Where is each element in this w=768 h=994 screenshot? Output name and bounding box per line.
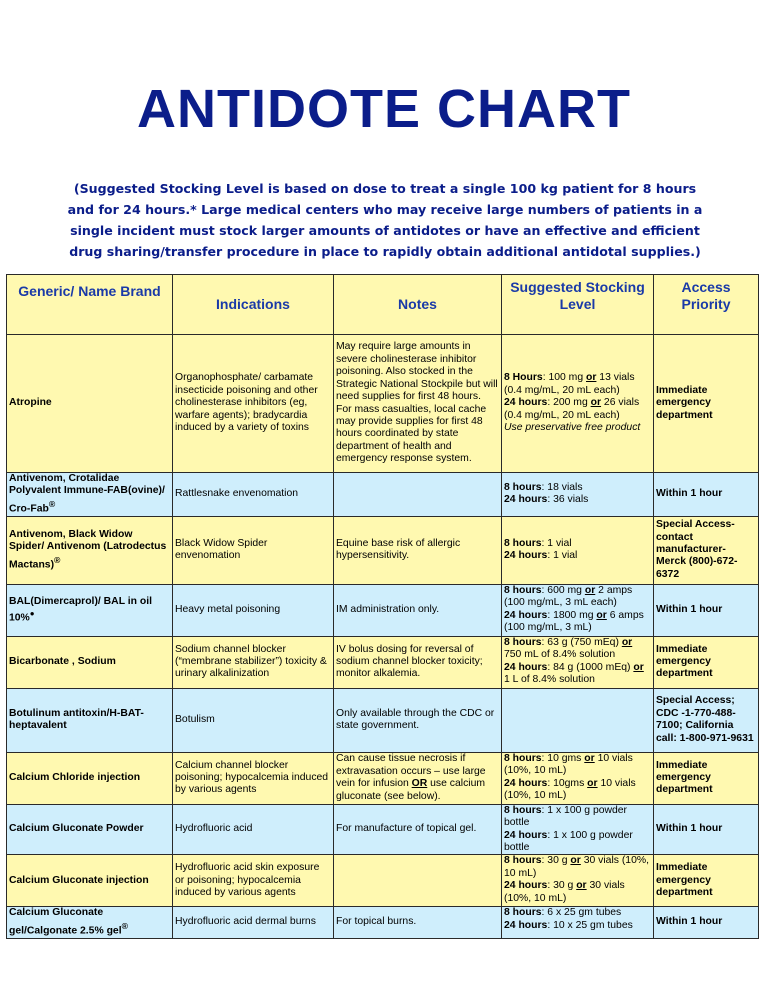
chart-title: ANTIDOTE CHART xyxy=(137,79,631,139)
table-row xyxy=(7,473,759,517)
stock-8h-text: : 1 x 100 g powder bottle xyxy=(504,804,628,829)
stocking-cell xyxy=(502,584,654,636)
indications-cell xyxy=(173,804,334,855)
notes-or: OR xyxy=(411,778,428,790)
generic-name: Botulinum antitoxin/H-BAT-heptavalent xyxy=(9,707,144,732)
stock-8h-or: or xyxy=(584,584,596,596)
table-row xyxy=(7,584,759,636)
stock-8h-label: 8 hours xyxy=(504,855,542,867)
stocking-cell xyxy=(502,335,654,473)
stock-8h-text: : 6 x 25 gm tubes xyxy=(541,907,622,919)
stock-24h-label: 24 hours xyxy=(504,494,548,506)
access-text: Immediate emergency department xyxy=(656,384,713,421)
stock-24h-text: : 30 g xyxy=(547,880,577,892)
indications-text: Sodium channel blocker (“membrane stabilizer”) toxicity & urinary alkalinization xyxy=(175,643,327,680)
notes-text: Can cause tissue necrosis if extravasation occurs – use large vein for infusion xyxy=(336,753,486,790)
stocking-cell xyxy=(502,804,654,855)
header-access: Access Priority xyxy=(654,275,759,335)
stock-8h-label: 8 hours xyxy=(504,752,542,764)
notes-text: May require large amounts in severe cholinesterase inhibitor poisoning. Also stocked in the Strategic National Stockpile but will need supplies for first 48 hours. For mass casualties, local cache may provide supplies for first 48 hours coordinated by state department of health and emergency response system. xyxy=(336,341,498,465)
access-cell xyxy=(654,473,759,517)
generic-name: Antivenom, Crotalidae Polyvalent Immune-FAB(ovine)/ Cro-Fab xyxy=(9,473,165,515)
stock-8h-label: 8 hours xyxy=(504,636,542,648)
stocking-cell xyxy=(502,752,654,804)
notes-text: For topical burns. xyxy=(336,916,417,928)
generic-cell xyxy=(7,804,173,855)
notes-cell xyxy=(334,636,502,688)
generic-name: Calcium Gluconate gel/Calgonate 2.5% gel xyxy=(9,907,122,937)
notes-cell xyxy=(334,752,502,804)
indications-text: Calcium channel blocker poisoning; hypocalcemia induced by various agents xyxy=(175,759,329,796)
generic-name: Atropine xyxy=(9,397,52,409)
header-row xyxy=(7,275,759,335)
stock-8h-text: : 600 mg xyxy=(541,584,585,596)
stocking-cell xyxy=(502,688,654,752)
access-text: Immediate emergency department xyxy=(656,759,713,796)
access-cell xyxy=(654,335,759,473)
stock-24h-label: 24 hours xyxy=(504,829,548,841)
indications-cell xyxy=(173,688,334,752)
stock-8h-text-b: 10 vials (10%, 10 mL) xyxy=(504,752,633,777)
stocking-cell xyxy=(502,473,654,517)
stock-24h-text: : 1 x 100 g powder bottle xyxy=(504,829,633,853)
generic-name: Calcium Chloride injection xyxy=(9,771,141,783)
notes-text: Equine base risk of allergic hypersensitivity. xyxy=(336,537,461,562)
indications-cell xyxy=(173,335,334,473)
stock-8h-text: : 100 mg xyxy=(542,372,587,384)
indications-text: Hydrofluoric acid xyxy=(175,823,253,835)
table-row xyxy=(7,855,759,907)
access-cell xyxy=(654,752,759,804)
generic-cell xyxy=(7,855,173,907)
access-cell xyxy=(654,636,759,688)
notes-cell xyxy=(334,335,502,473)
stock-8h-text: : 30 g xyxy=(541,855,571,867)
table-row xyxy=(7,907,759,938)
access-cell xyxy=(654,584,759,636)
registered-mark: ® xyxy=(54,554,61,565)
stock-8h-text-b: 750 mL of 8.4% solution xyxy=(504,649,616,661)
access-cell xyxy=(654,688,759,752)
stocking-cell xyxy=(502,855,654,907)
access-text: Special Access; CDC -1-770-488-7100; California call: 1-800-971-9631 xyxy=(656,695,754,744)
indications-cell xyxy=(173,473,334,517)
access-text: Immediate emergency department xyxy=(656,643,713,680)
indications-text: Hydrofluoric acid skin exposure or poisoning; hypocalcemia induced by various agents xyxy=(175,862,320,899)
stock-24h-text-b: 1 L of 8.4% solution xyxy=(504,673,595,685)
indications-cell xyxy=(173,516,334,584)
notes-cell xyxy=(334,688,502,752)
header-notes: Notes xyxy=(334,275,502,335)
stock-8h-text: : 63 g (750 mEq) xyxy=(541,636,622,648)
stock-24h-label: 24 hours xyxy=(504,777,548,789)
generic-cell xyxy=(7,584,173,636)
generic-cell xyxy=(7,752,173,804)
header-indications: Indications xyxy=(173,275,334,335)
access-text: Within 1 hour xyxy=(656,823,723,835)
indications-cell xyxy=(173,752,334,804)
stock-24h-or: or xyxy=(633,661,644,673)
stock-24h-text: : 1800 mg xyxy=(547,609,597,621)
stock-8h-label: 8 hours xyxy=(504,907,542,919)
registered-mark: ® xyxy=(48,498,56,509)
access-text: Within 1 hour xyxy=(656,603,723,615)
table-row xyxy=(7,335,759,473)
indications-text: Heavy metal poisoning xyxy=(175,603,281,615)
indications-text: Rattlesnake envenomation xyxy=(175,488,299,500)
stock-24h-text-b: 10 vials (10%, 10 mL) xyxy=(504,777,636,801)
indications-cell xyxy=(173,636,334,688)
stock-24h-label: 24 hours xyxy=(504,609,548,621)
indications-cell xyxy=(173,584,334,636)
stock-24h-label: 24 hours xyxy=(504,397,548,409)
stock-24h-or: or xyxy=(576,880,587,892)
stock-24h-label: 24 hours xyxy=(504,661,548,673)
generic-cell xyxy=(7,688,173,752)
stock-8h-or: or xyxy=(570,855,581,867)
notes-cell xyxy=(334,804,502,855)
stock-24h-text: : 36 vials xyxy=(547,494,589,506)
stock-8h-label: 8 hours xyxy=(504,584,542,596)
notes-text-b: use calcium gluconate (see below). xyxy=(336,778,486,802)
table-row xyxy=(7,636,759,688)
notes-cell xyxy=(334,907,502,938)
stock-8h-label: 8 hours xyxy=(504,481,542,493)
stock-24h-text: : 1 vial xyxy=(547,550,578,562)
stock-8h-text-b: 2 amps (100 mg/mL, 3 mL each) xyxy=(504,584,633,609)
stock-8h-or: or xyxy=(621,636,633,648)
registered-mark: ® xyxy=(121,920,128,931)
bullet-mark: ● xyxy=(29,608,35,618)
stock-24h-or: or xyxy=(587,777,598,789)
notes-text: Only available through the CDC or state government. xyxy=(336,707,495,732)
stock-8h-label: 8 hours xyxy=(504,804,542,816)
access-cell xyxy=(654,516,759,584)
antidote-table xyxy=(6,274,759,939)
stocking-note: (Suggested Stocking Level is based on dose to treat a single 100 kg patient for 8 hours and for 24 hours.* Large medical centers who may receive large numbers of patients in a single incident must stock larger amounts of antidotes or have an effective and efficient drug sharing/transfer procedure in place to rapidly obtain additional antidotal supplies.) xyxy=(67,181,703,259)
stock-24h-label: 24 hours xyxy=(504,880,548,892)
table-row xyxy=(7,688,759,752)
table-row xyxy=(7,804,759,855)
stock-24h-text: : 84 g (1000 mEq) xyxy=(547,661,634,673)
stock-24h-text: : 200 mg xyxy=(547,397,591,409)
notes-cell xyxy=(334,584,502,636)
notes-text: IM administration only. xyxy=(336,603,440,615)
generic-cell xyxy=(7,335,173,473)
indications-cell xyxy=(173,855,334,907)
stock-note: Use preservative free product xyxy=(504,422,641,434)
access-text: Special Access-contact manufacturer- Merck (800)-672-6372 xyxy=(656,519,738,580)
notes-cell xyxy=(334,473,502,517)
stock-8h-or: or xyxy=(584,752,595,764)
stocking-cell xyxy=(502,516,654,584)
stock-8h-label: 8 hours xyxy=(504,537,542,549)
generic-name: Antivenom, Black Widow Spider/ Antivenom (Latrodectus Mactans) xyxy=(9,528,167,571)
stock-8h-text: : 10 gms xyxy=(541,752,585,764)
stock-8h-or: or xyxy=(586,372,597,384)
stock-24h-label: 24 hours xyxy=(504,550,548,562)
access-cell xyxy=(654,804,759,855)
generic-name: Calcium Gluconate injection xyxy=(9,874,149,886)
notes-text: For manufacture of topical gel. xyxy=(336,823,477,835)
generic-cell xyxy=(7,473,173,517)
stocking-cell xyxy=(502,907,654,938)
generic-name: BAL(Dimercaprol)/ BAL in oil 10% xyxy=(9,595,152,624)
stock-24h-text: : 10 x 25 gm tubes xyxy=(547,919,633,931)
indications-text: Black Widow Spider envenomation xyxy=(175,537,268,562)
table-row xyxy=(7,516,759,584)
stock-8h-text-b: 30 vials (10%, 10 mL) xyxy=(504,855,649,879)
access-text: Within 1 hour xyxy=(656,488,723,500)
notes-cell xyxy=(334,855,502,907)
generic-cell xyxy=(7,636,173,688)
indications-text: Hydrofluoric acid dermal burns xyxy=(175,916,316,928)
stock-24h-text-b: 6 amps (100 mg/mL, 3 mL) xyxy=(504,609,644,633)
table-row xyxy=(7,752,759,804)
generic-cell xyxy=(7,907,173,938)
stock-8h-label: 8 Hours xyxy=(504,372,543,384)
header-generic: Generic/ Name Brand xyxy=(7,275,173,335)
stock-8h-text: : 18 vials xyxy=(541,481,583,493)
indications-text: Botulism xyxy=(175,713,215,725)
indications-text: Organophosphate/ carbamate insecticide poisoning and other cholinesterase inhibitors (eg, warfare agents); bradycardia induced by a variety of toxins xyxy=(175,372,318,434)
header-stocking: Suggested Stocking Level xyxy=(502,275,654,335)
stock-24h-label: 24 hours xyxy=(504,919,548,931)
stock-24h-text-b: 30 vials (10%, 10 mL) xyxy=(504,880,625,904)
stock-24h-text-b: 26 vials (0.4 mg/mL, 20 mL each) xyxy=(504,397,640,421)
notes-cell xyxy=(334,516,502,584)
notes-text: IV bolus dosing for reversal of sodium channel blocker toxicity; monitor alkalemia. xyxy=(336,643,483,680)
stock-24h-or: or xyxy=(590,397,602,409)
generic-cell xyxy=(7,516,173,584)
access-text: Immediate emergency department xyxy=(656,862,713,899)
indications-cell xyxy=(173,907,334,938)
stocking-cell xyxy=(502,636,654,688)
generic-name: Bicarbonate , Sodium xyxy=(9,655,116,667)
stock-8h-text: : 1 vial xyxy=(541,537,572,549)
stock-8h-text-b: 13 vials (0.4 mg/mL, 20 mL each) xyxy=(504,372,635,396)
stock-24h-text: : 10gms xyxy=(547,777,588,789)
generic-name: Calcium Gluconate Powder xyxy=(9,823,144,835)
access-cell xyxy=(654,907,759,938)
stock-24h-or: or xyxy=(596,609,607,621)
access-text: Within 1 hour xyxy=(656,916,723,928)
access-cell xyxy=(654,855,759,907)
